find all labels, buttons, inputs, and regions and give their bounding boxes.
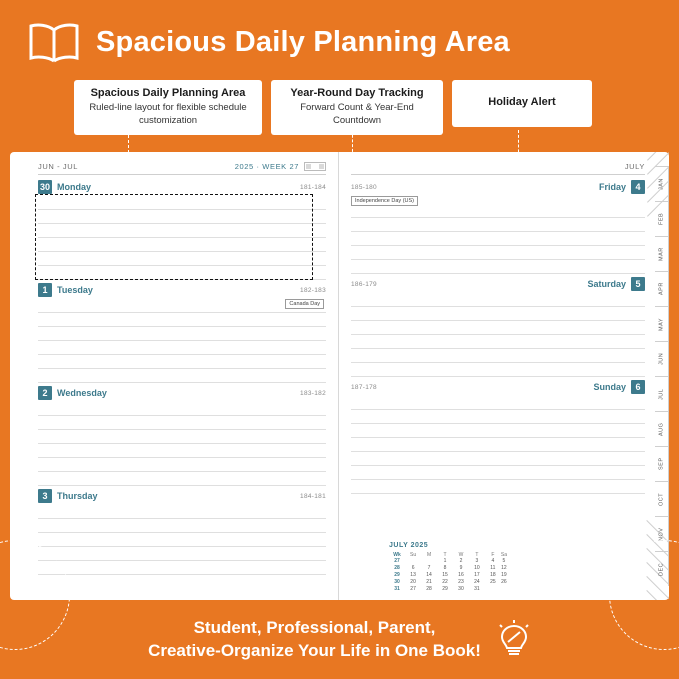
- day-entry-saturday: [351, 277, 645, 377]
- mini-cal-day: 26: [501, 578, 507, 585]
- day-entry-sunday: [351, 380, 645, 494]
- day-entry-wednesday: [38, 386, 326, 486]
- holiday-alert-badge: Canada Day: [285, 299, 324, 309]
- header: [0, 14, 679, 70]
- callout-subtitle: Forward Count & Year-End Countdown: [300, 102, 414, 126]
- mini-cal-day: 2: [459, 558, 463, 565]
- mini-cal-day: 31: [474, 585, 480, 592]
- callout-year-round-day-tracking: [271, 80, 443, 135]
- right-month-label: JULY: [624, 162, 645, 171]
- callout-title: Year-Round Day Tracking: [290, 87, 424, 99]
- mini-cal-day: [405, 558, 421, 565]
- day-name: Wednesday: [57, 388, 107, 398]
- month-tab-jul[interactable]: JUL: [655, 376, 669, 411]
- month-tab-jun[interactable]: JUN: [655, 341, 669, 376]
- month-tab-nov[interactable]: NOV: [655, 516, 669, 551]
- ruled-lines: [38, 299, 326, 383]
- day-entry-thursday: [38, 489, 326, 575]
- month-tab-jan[interactable]: JAN: [655, 166, 669, 201]
- mini-cal-day: 11: [490, 565, 496, 572]
- mini-cal-day: 3: [475, 558, 479, 565]
- day-name: Monday: [57, 182, 92, 192]
- footer: [0, 617, 679, 663]
- mini-cal-row: [389, 572, 507, 579]
- mini-cal-header: M: [426, 551, 432, 558]
- mini-calendar: [389, 542, 507, 592]
- day-entry-monday: [38, 180, 326, 280]
- planner-left-page: [10, 152, 339, 600]
- mini-cal-row: [389, 558, 507, 565]
- day-number: 5: [631, 277, 645, 291]
- mini-cal-day: 24: [474, 578, 480, 585]
- callout-row: [74, 80, 614, 130]
- mini-cal-day: 30: [458, 585, 464, 592]
- mini-cal-header: W: [458, 551, 464, 558]
- mini-cal-day: 16: [458, 572, 464, 579]
- mini-cal-day: 15: [442, 572, 448, 579]
- day-name: Thursday: [57, 491, 98, 501]
- mini-cal-day: [501, 585, 507, 592]
- mini-cal-header: Wk: [393, 551, 401, 558]
- day-entry-tuesday: [38, 283, 326, 383]
- mini-cal-row: [389, 578, 507, 585]
- mini-calendar-table: [389, 551, 507, 592]
- mini-cal-day: 1: [443, 558, 447, 565]
- day-number: 3: [38, 489, 52, 503]
- month-tab-mar[interactable]: MAR: [655, 236, 669, 271]
- day-counter: 186-179: [351, 280, 377, 288]
- day-number: 2: [38, 386, 52, 400]
- mini-cal-day: 5: [502, 558, 506, 565]
- holiday-alert-badge: Independence Day (US): [351, 196, 418, 206]
- mini-cal-day: 19: [501, 572, 507, 579]
- right-page-topline: [351, 162, 645, 175]
- page-title: Spacious Daily Planning Area: [96, 25, 510, 58]
- ruled-lines: [38, 402, 326, 486]
- callout-subtitle: Ruled-line layout for flexible schedule customization: [89, 102, 247, 126]
- left-page-topline: [38, 162, 326, 175]
- mini-cal-day: 21: [426, 578, 432, 585]
- month-tab-strip[interactable]: [655, 152, 669, 600]
- day-name: Tuesday: [57, 285, 93, 295]
- mini-cal-day: 18: [490, 572, 496, 579]
- month-tab-feb[interactable]: FEB: [655, 201, 669, 236]
- daily-planning-area-highlight: [35, 194, 313, 280]
- mini-cal-day: [485, 585, 501, 592]
- mini-cal-day: 20: [410, 578, 416, 585]
- mini-cal-row: [389, 585, 507, 592]
- callout-spacious-daily-planning-area: [74, 80, 262, 135]
- mini-cal-day: 7: [427, 565, 431, 572]
- mini-cal-day: 13: [410, 572, 416, 579]
- planner-spread: [10, 152, 669, 600]
- open-book-icon: [26, 20, 82, 64]
- mini-cal-day: 27: [410, 585, 416, 592]
- day-number: 6: [631, 380, 645, 394]
- mini-cal-row: [389, 565, 507, 572]
- mini-cal-day: 9: [459, 565, 463, 572]
- mini-cal-header: T: [475, 551, 479, 558]
- day-number: 4: [631, 180, 645, 194]
- lightbulb-icon: [497, 619, 531, 661]
- week-label: 2025 · WEEK 27: [234, 162, 299, 171]
- mini-cal-day: 17: [474, 572, 480, 579]
- mini-cal-day: 4: [491, 558, 495, 565]
- day-counter: 183-182: [300, 389, 326, 397]
- callout-holiday-alert: [452, 80, 592, 127]
- month-tab-oct[interactable]: OCT: [655, 481, 669, 516]
- day-number: 30: [39, 182, 50, 192]
- mini-cal-week: 31: [394, 585, 400, 592]
- day-name: Saturday: [587, 279, 626, 289]
- planner-right-page: [339, 152, 669, 600]
- month-tab-aug[interactable]: AUG: [655, 411, 669, 446]
- day-counter: 181-184: [300, 183, 326, 191]
- footer-line-1: Student, Professional, Parent,: [193, 618, 436, 638]
- mini-cal-week: 28: [394, 565, 400, 572]
- mini-cal-day: 25: [490, 578, 496, 585]
- footer-line-2: Creative-Organize Your Life in One Book!: [148, 641, 481, 661]
- day-counter: 184-181: [300, 492, 326, 500]
- mini-cal-week: 30: [394, 578, 400, 585]
- day-counter: 187-178: [351, 383, 377, 391]
- left-month-label: JUN - JUL: [38, 162, 78, 171]
- callout-title: Holiday Alert: [488, 96, 556, 109]
- week-marker-icon: [304, 162, 326, 171]
- mini-cal-day: 10: [474, 565, 480, 572]
- day-name: Friday: [598, 182, 626, 192]
- mini-cal-day: 12: [501, 565, 507, 572]
- month-tab-may[interactable]: MAY: [655, 306, 669, 341]
- mini-cal-header: F: [491, 551, 495, 558]
- mini-cal-day: 14: [426, 572, 432, 579]
- ruled-lines: [351, 396, 645, 494]
- mini-cal-header: Su: [410, 551, 417, 558]
- month-tab-dec[interactable]: DEC: [655, 551, 669, 586]
- day-counter: 182-183: [300, 286, 326, 294]
- mini-cal-week: 27: [394, 558, 400, 565]
- mini-cal-day: 23: [458, 578, 464, 585]
- mini-cal-week: 29: [394, 572, 400, 579]
- mini-cal-header: Sa: [500, 551, 507, 558]
- mini-cal-day: [421, 558, 437, 565]
- ruled-lines: [351, 204, 645, 274]
- mini-cal-day: 28: [426, 585, 432, 592]
- mini-cal-day: 29: [442, 585, 448, 592]
- mini-cal-header: T: [443, 551, 447, 558]
- month-tab-sep[interactable]: SEP: [655, 446, 669, 481]
- day-number: 1: [38, 283, 52, 297]
- ruled-lines: [38, 505, 326, 575]
- mini-calendar-title: JULY 2025: [389, 542, 429, 550]
- mini-cal-day: 22: [442, 578, 448, 585]
- mini-cal-day: 6: [411, 565, 415, 572]
- ruled-lines: [351, 293, 645, 377]
- callout-title: Spacious Daily Planning Area: [90, 87, 246, 99]
- day-counter: 185-180: [351, 183, 377, 191]
- mini-cal-day: 8: [443, 565, 447, 572]
- day-name: Sunday: [593, 382, 626, 392]
- footer-text: [148, 617, 481, 663]
- month-tab-apr[interactable]: APR: [655, 271, 669, 306]
- day-entry-friday: [351, 180, 645, 274]
